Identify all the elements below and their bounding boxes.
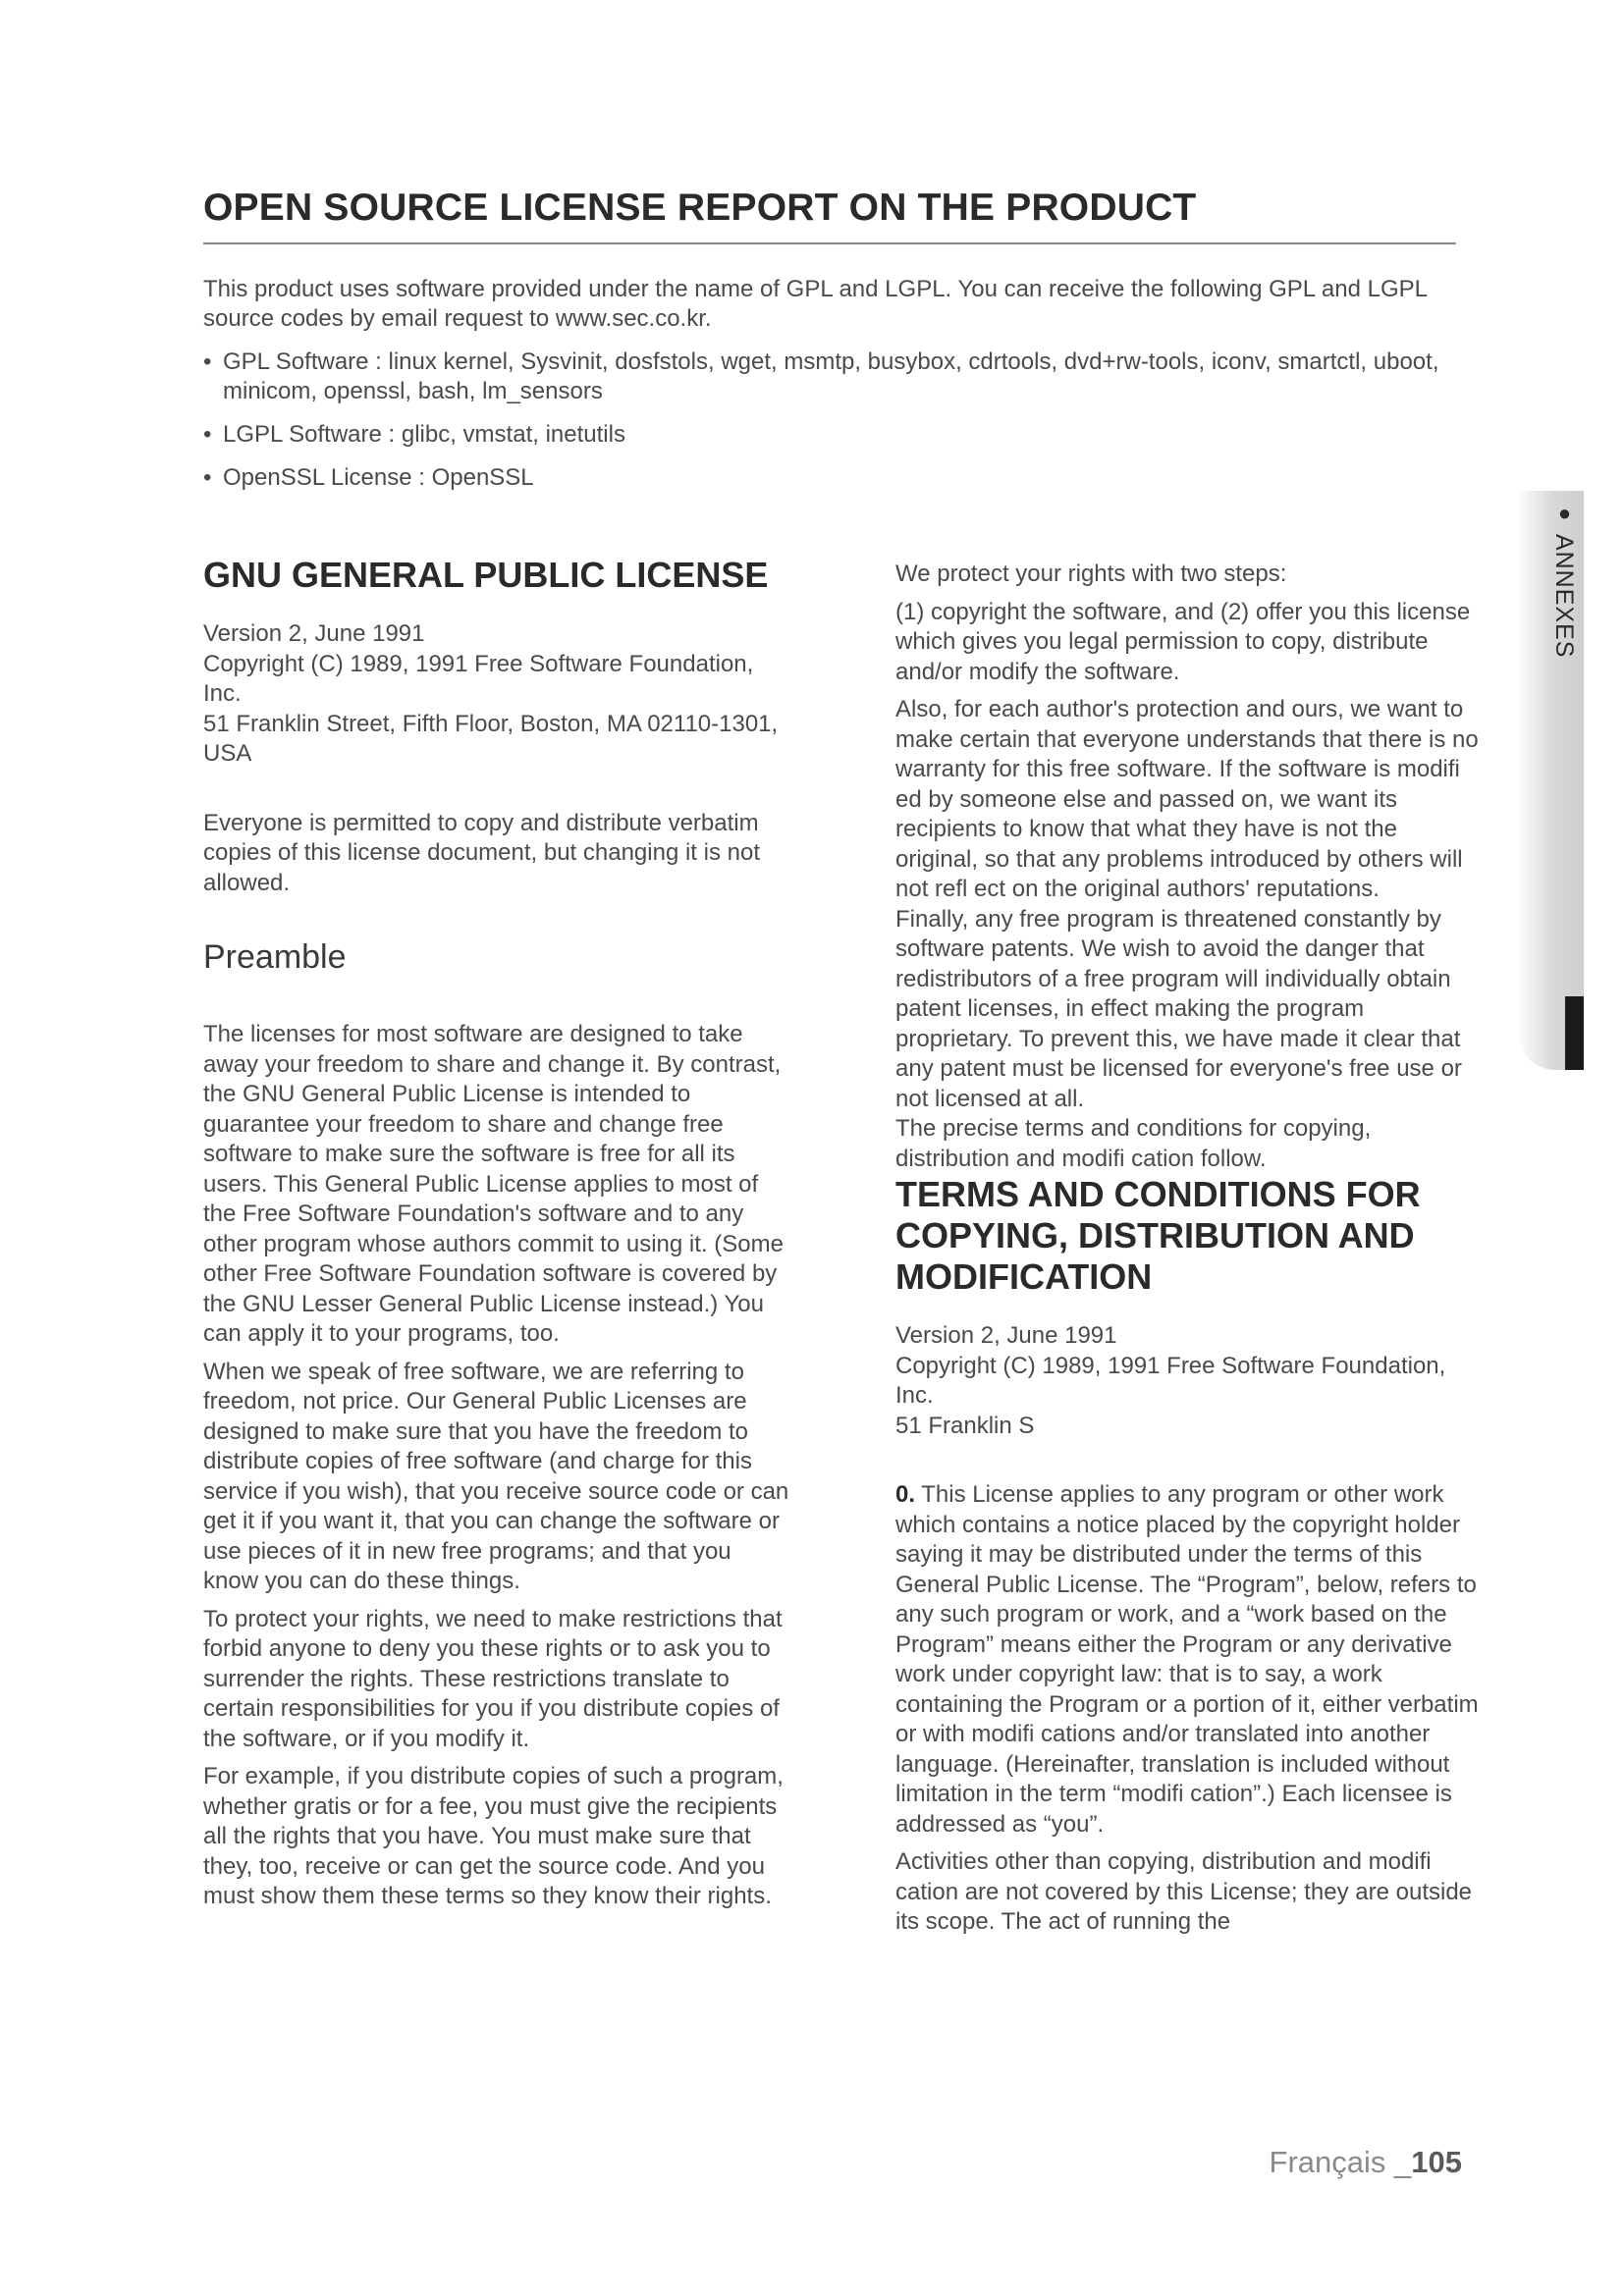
preamble-paragraph: The licenses for most software are designed to take away your freedom to share and change it. By contrast, the GNU General Public License is intended to guarantee your freedom to share and change free software to make sure the software is free for all its users. This General Public License applies to most of the Free Software Foundation's software and to any other program whose authors commit to using it. (Some other Free Software Foundation software is covered by the GNU Lesser General Public License instead.) You can apply it to your programs, too. [203, 1021, 784, 1347]
footer-language: Français _ [1269, 2145, 1412, 2179]
terms-heading: TERMS AND CONDITIONS FOR COPYING, DISTRIBUTION AND MODIFICATION [895, 1174, 1421, 1297]
annexes-tab-label: ● ANNEXES [1550, 501, 1578, 659]
annexes-tab-marker [1565, 996, 1584, 1070]
activities-paragraph: Activities other than copying, distribution and modifi cation are not covered by this License; they are outside its scope. The act of running the [895, 1848, 1473, 1935]
protect-paragraph: Finally, any free program is threatened constantly by software patents. We wish to avoid the danger that redistributors of a free program will individually obtain patent licenses, in effect making the program proprietary. To prevent this, we have made it clear that any patent must be licensed for everyone's free use or not licensed at all. [895, 905, 1462, 1112]
bullet-icon: • [203, 464, 212, 491]
preamble-paragraph: To protect your rights, we need to make restrictions that forbid anyone to deny you these rights or to ask you to surrender the rights. These restrictions translate to certain responsibilities for you if you distribute copies of the software, or if you modify it. [203, 1605, 783, 1752]
bullet-icon: • [203, 348, 212, 375]
page-footer [1270, 2145, 1462, 2180]
clause-number: 0. [895, 1481, 916, 1508]
version-line: Version 2, June 1991 [895, 1322, 1117, 1349]
list-item-openssl: • OpenSSL License : OpenSSL [203, 464, 534, 491]
clause-text: This License applies to any program or other work which contains a notice placed by the copyright holder saying it may be distributed under the terms of this General Public License. The “Program”, below, refers to any such program or work, and a “work based on the Program” means either the Program or any derivative work under copyright law: that is to say, a work containing the Program or a portion of it, either verbatim or with modifi cations and/or translated into another language. (Hereinafter, translation is included without limitation in the term “modifi cation”.) Each licensee is addressed as “you”. [895, 1481, 1479, 1838]
intro-text: This product uses software provided under the name of GPL and LGPL. You can receive the following GPL and LGPL source codes by email request to www.sec.co.kr. [203, 276, 1428, 332]
protect-paragraph: The precise terms and conditions for copying, distribution and modifi cation follow. [895, 1115, 1372, 1172]
permission-text: Everyone is permitted to copy and distribute verbatim copies of this license document, but changing it is not allowed. [203, 809, 760, 896]
address-line: 51 Franklin Street, Fifth Floor, Boston, MA 02110-1301, USA [203, 710, 779, 767]
preamble-paragraph: When we speak of free software, we are referring to freedom, not price. Our General Public Licenses are designed to make sure that you have the freedom to distribute copies of free software (and charge for this service if you wish), that you receive source code or can get it if you want it, that you can change the software or use pieces of it in new free programs; and that you know you can do these things. [203, 1358, 789, 1594]
clause-0 [895, 1480, 1485, 1840]
right-column [895, 560, 1485, 1946]
title-divider [203, 242, 1456, 244]
address-line: 51 Franklin S [895, 1412, 1035, 1439]
bullet-icon: • [203, 421, 212, 448]
left-column [203, 555, 792, 1920]
gnu-gpl-heading: GNU GENERAL PUBLIC LICENSE [203, 555, 769, 595]
protect-paragraph: (1) copyright the software, and (2) offer you this license which gives you legal permission to copy, distribute and/or modify the software. [895, 598, 1471, 685]
copyright-line: Copyright (C) 1989, 1991 Free Software Foundation, Inc. [203, 650, 754, 707]
page-number: 105 [1411, 2145, 1462, 2179]
page-title: OPEN SOURCE LICENSE REPORT ON THE PRODUCT [203, 187, 1197, 229]
dot-icon: ● [1552, 501, 1577, 526]
list-item-lgpl: • LGPL Software : glibc, vmstat, inetutils [203, 421, 625, 448]
preamble-heading: Preamble [203, 938, 347, 976]
intro-section [203, 275, 1470, 507]
preamble-paragraph: For example, if you distribute copies of such a program, whether gratis or for a fee, you must give the recipients all the rights that you have. You must make sure that they, too, receive or can get the source code. And you must show them these terms so they know their rights. [203, 1763, 784, 1909]
list-item-gpl: • GPL Software : linux kernel, Sysvinit, dosfstols, wget, msmtp, busybox, cdrtools, dvd+rw-tools, iconv, smartctl, uboot, minicom, openssl, bash, lm_sensors [203, 348, 1439, 404]
software-list [203, 347, 1470, 493]
copyright-line: Copyright (C) 1989, 1991 Free Software Foundation, Inc. [895, 1352, 1446, 1409]
version-line: Version 2, June 1991 [203, 620, 425, 647]
protect-paragraph: Also, for each author's protection and ours, we want to make certain that everyone understands that there is no warranty for this free software. If the software is modifi ed by someone else and passed on, we want its recipients to know that what they have is not the original, so that any problems introduced by others will not refl ect on the original authors' reputations. [895, 696, 1479, 902]
protect-paragraph: We protect your rights with two steps: [895, 561, 1287, 587]
